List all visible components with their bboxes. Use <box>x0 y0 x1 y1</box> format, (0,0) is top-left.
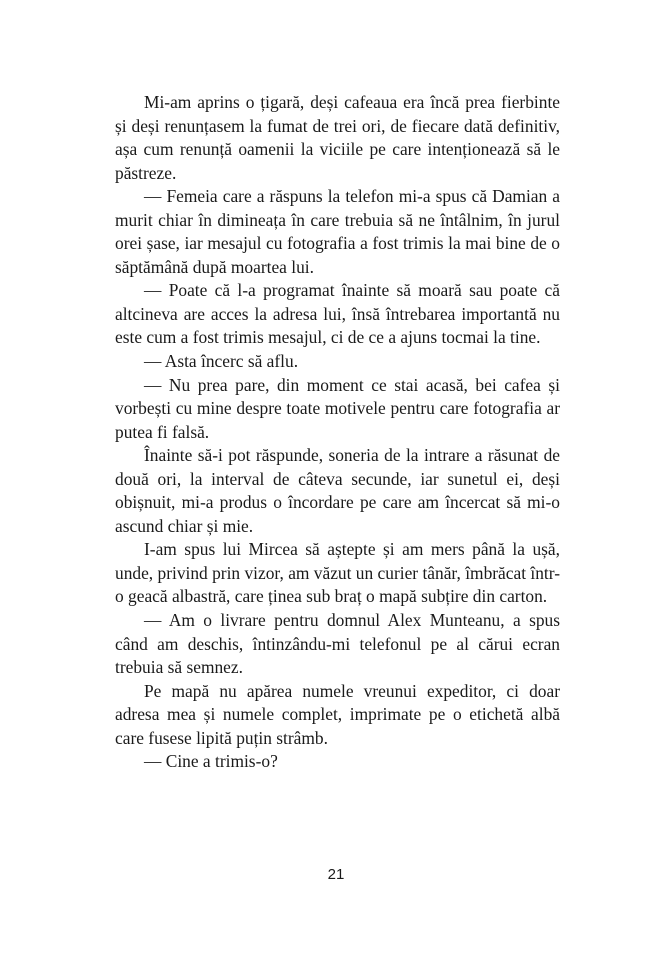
paragraph: — Femeia care a răspuns la telefon mi-a spus că Damian a murit chiar în dimineața în care trebuia să ne întâlnim, în jurul orei șase, iar mesajul cu fotografia a fost trimis la mai bine de o săptămână după moartea lui. <box>115 186 560 277</box>
paragraph: I-am spus lui Mircea să aștepte și am mers până la ușă, unde, privind prin vizor, am văzut un curier tânăr, îmbrăcat într-o geacă albastră, care ținea sub braț o mapă subțire din carton. <box>115 539 560 607</box>
body-text <box>115 91 560 774</box>
paragraph: — Poate că l-a programat înainte să moară sau poate că altcineva are acces la adresa lui, însă întrebarea importantă nu este cum a fost trimis mesajul, ci de ce a ajuns tocmai la tine. <box>115 280 560 348</box>
paragraph: — Nu prea pare, din moment ce stai acasă, bei cafea și vorbești cu mine despre toate motivele pentru care fotografia ar putea fi falsă. <box>115 374 560 442</box>
paragraph: Înainte să-i pot răspunde, soneria de la intrare a răsunat de două ori, la interval de câteva secunde, iar sunetul ei, deși obișnuit, mi-a produs o încordare pe care am încercat să mi-o ascund chiar și mie. <box>115 445 560 536</box>
paragraph: — Asta încerc să aflu. <box>144 351 299 372</box>
page-number: 21 <box>327 866 345 883</box>
paragraph: Mi-am aprins o țigară, deși cafeaua era încă prea fierbinte și deși renunțasem la fumat de trei ori, de fiecare dată definitiv, așa cum renunță oamenii la viciile pe care intenționează să le păstreze. <box>115 92 560 183</box>
paragraph: — Am o livrare pentru domnul Alex Munteanu, a spus când am deschis, întinzându-mi telefonul pe al cărui ecran trebuia să semnez. <box>115 610 560 678</box>
paragraph: Pe mapă nu apărea numele vreunui expeditor, ci doar adresa mea și numele complet, imprimate pe o etichetă albă care fusese lipită puțin strâmb. <box>115 680 560 748</box>
paragraph: — Cine a trimis-o? <box>144 751 278 772</box>
